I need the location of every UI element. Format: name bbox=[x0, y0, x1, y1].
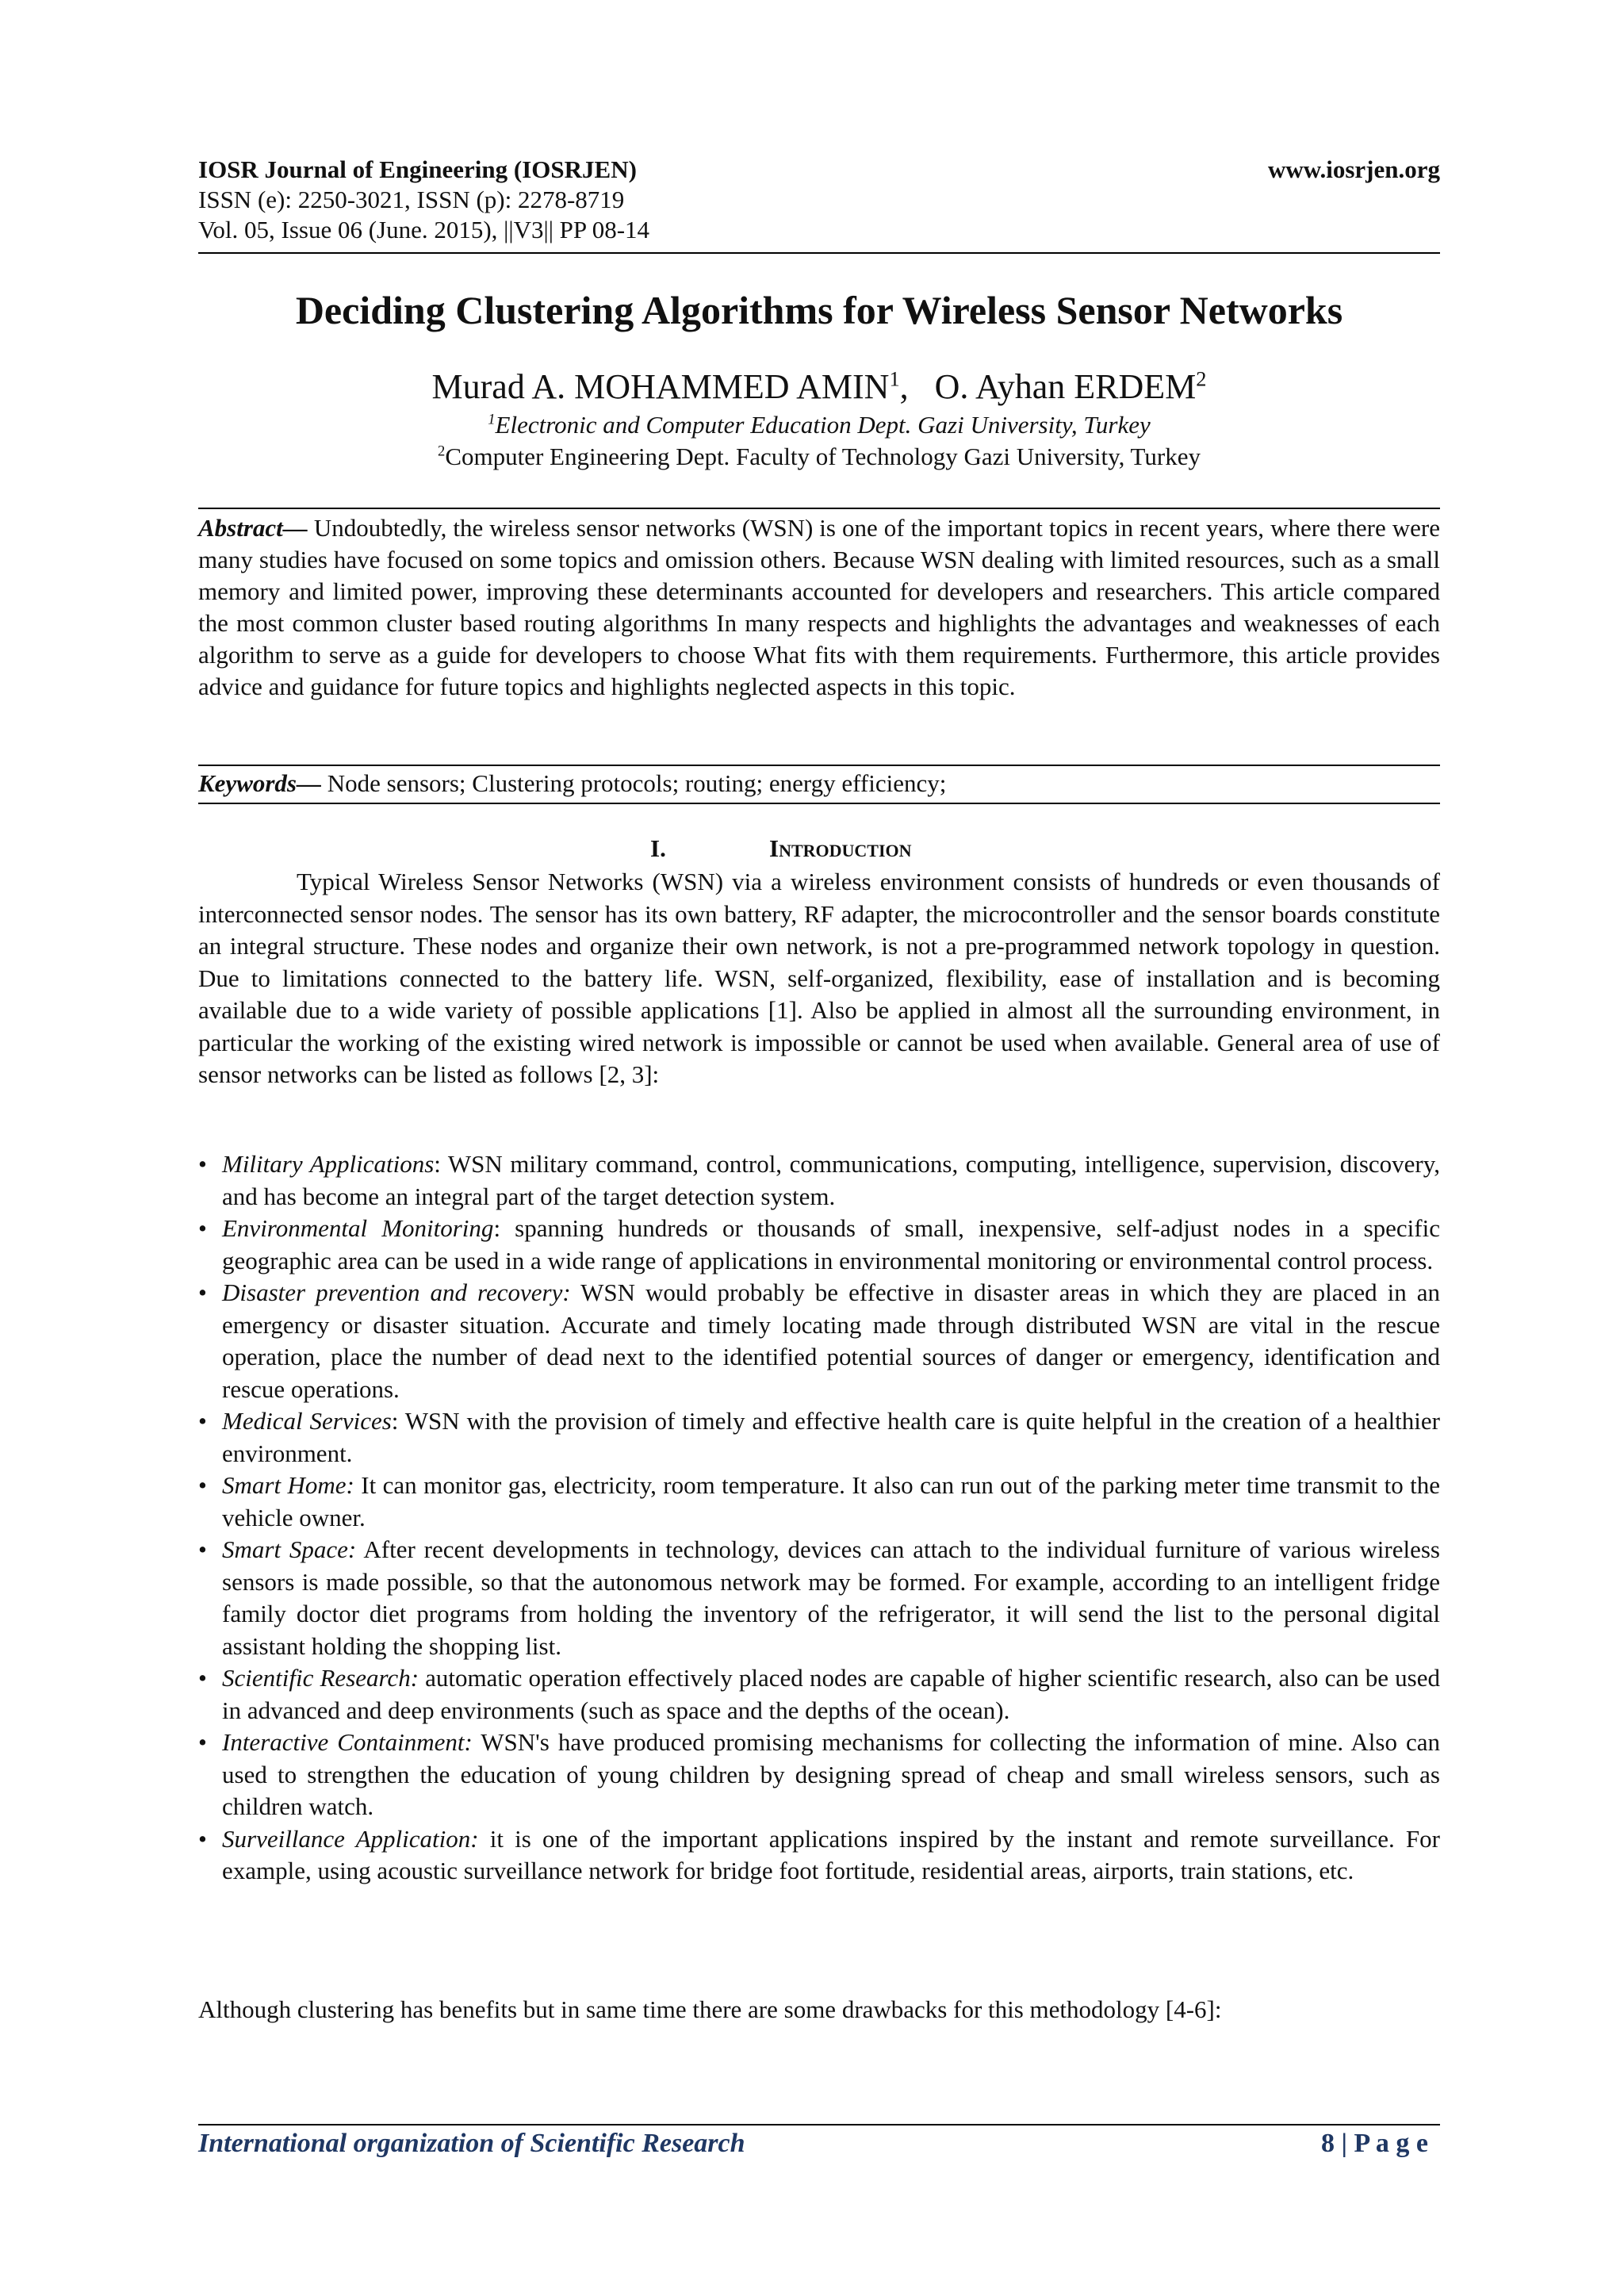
affiliation-1-sup: 1 bbox=[488, 411, 496, 428]
list-item-text: it is one of the important applications inspired by the instant and remote surveillance. For example, using acoustic surveillance network for bridge foot fortitude, residential areas, airports, train stations, etc. bbox=[222, 1824, 1440, 1884]
list-item-text: WSN's have produced promising mechanisms for collecting the information of mine. Also can used to strengthen the education of young children by designing spread of cheap and small wireless sensors, such as children watch. bbox=[222, 1728, 1440, 1820]
abstract-top-rule bbox=[198, 508, 1440, 509]
list-item bbox=[198, 1277, 1440, 1405]
list-item-term: Smart Home: bbox=[222, 1471, 354, 1499]
author-1-sup: 1 bbox=[889, 366, 900, 391]
list-item bbox=[198, 1662, 1440, 1727]
bullet-icon: • bbox=[198, 1214, 207, 1242]
keywords-text: Node sensors; Clustering protocols; routing; energy efficiency; bbox=[327, 769, 947, 797]
keywords-block bbox=[198, 768, 1440, 799]
list-item-term: Medical Services bbox=[222, 1407, 392, 1435]
list-item-term: Scientific Research: bbox=[222, 1664, 419, 1692]
list-item-text: WSN would probably be effective in disaster areas in which they are placed in an emergency or disaster situation. Accurate and timely locating made through distributed WSN are vital in the rescue operation, place the number of dead next to the identified potential sources of danger or emergency, identification and rescue operations. bbox=[222, 1278, 1440, 1403]
paper-title: Deciding Clustering Algorithms for Wireless Sensor Networks bbox=[295, 288, 1343, 332]
bullet-icon: • bbox=[198, 1407, 207, 1435]
list-item-term: Smart Space: bbox=[222, 1535, 357, 1563]
list-item-text: WSN military command, control, communications, computing, intelligence, supervision, discovery, and has become an integral part of the target detection system. bbox=[222, 1150, 1440, 1210]
bullet-icon: • bbox=[198, 1664, 207, 1692]
section-number: I. bbox=[650, 834, 666, 862]
affiliation-1 bbox=[198, 411, 1440, 439]
keywords-label: Keywords— bbox=[198, 769, 321, 797]
footer-divider bbox=[198, 2124, 1440, 2125]
bullet-icon: • bbox=[198, 1824, 207, 1853]
list-item-sep: : bbox=[391, 1407, 399, 1435]
list-item bbox=[198, 1727, 1440, 1823]
list-item bbox=[198, 1213, 1440, 1277]
list-item-text: automatic operation effectively placed nodes are capable of higher scientific research, also can be used in advanced and deep environments (such as space and the depths of the ocean). bbox=[222, 1664, 1440, 1724]
author-2-sup: 2 bbox=[1196, 366, 1207, 391]
affiliation-2-sup: 2 bbox=[438, 443, 446, 460]
journal-website[interactable]: www.iosrjen.org bbox=[1268, 155, 1440, 183]
affiliation-2-text: Computer Engineering Dept. Faculty of Technology Gazi University, Turkey bbox=[445, 443, 1201, 470]
author-1: Murad A. MOHAMMED AMIN bbox=[431, 367, 890, 406]
bullet-icon: • bbox=[198, 1150, 207, 1178]
list-item-sep: : bbox=[434, 1150, 441, 1178]
list-item-term: Disaster prevention and recovery: bbox=[222, 1278, 571, 1306]
list-item bbox=[198, 1534, 1440, 1662]
bullet-icon: • bbox=[198, 1535, 207, 1563]
intro-section bbox=[198, 866, 1440, 1091]
list-item bbox=[198, 1823, 1440, 1888]
section-name: Introduction bbox=[769, 834, 912, 862]
footer-organization: International organization of Scientific Research bbox=[198, 2129, 745, 2158]
list-item-text: After recent developments in technology, devices can attach to the individual furniture of various wireless sensors is made possible, so that the autonomous network may be formed. For example, according to an intelligent fridge family doctor diet programs from holding the inventory of the refrigerator, it will send the list to the personal digital assistant holding the shopping list. bbox=[222, 1535, 1440, 1660]
keywords-bottom-rule bbox=[198, 803, 1440, 804]
list-item-term: Surveillance Application: bbox=[222, 1824, 479, 1853]
affiliation-2 bbox=[198, 443, 1440, 471]
list-item bbox=[198, 1470, 1440, 1534]
page-footer bbox=[198, 2129, 1440, 2159]
journal-volume: Vol. 05, Issue 06 (June. 2015), ||V3|| PP 08-14 bbox=[198, 216, 650, 243]
affiliation-1-text: Electronic and Computer Education Dept. Gazi University, Turkey bbox=[495, 411, 1151, 439]
abstract-block bbox=[198, 512, 1440, 703]
list-item-sep: : bbox=[493, 1214, 501, 1242]
intro-paragraph: Typical Wireless Sensor Networks (WSN) via a wireless environment consists of hundreds or even thousands of interconnected sensor nodes. The sensor has its own battery, RF adapter, the microcontroller and the sensor boards constitute an integral structure. These nodes and organize their own network, is not a pre-programmed network topology in question. Due to limitations connected to the battery life. WSN, self-organized, flexibility, ease of installation and is becoming available due to a wide variety of possible applications [1]. Also be applied in almost all the surrounding environment, in particular the working of the existing wired network is impossible or cannot be used when available. General area of use of sensor networks can be listed as follows [2, 3]: bbox=[198, 868, 1440, 1088]
list-item-text: spanning hundreds or thousands of small, inexpensive, self-adjust nodes in a specific geographic area can be used in a wide range of applications in environmental monitoring or environmental control process. bbox=[222, 1214, 1440, 1274]
list-item-text: It can monitor gas, electricity, room temperature. It also can run out of the parking meter time transmit to the vehicle owner. bbox=[222, 1471, 1440, 1531]
page-number: 8 | P a g e bbox=[1321, 2129, 1428, 2158]
list-item-term: Military Applications bbox=[222, 1150, 435, 1178]
header-divider bbox=[198, 252, 1440, 254]
journal-name: IOSR Journal of Engineering (IOSRJEN) bbox=[198, 155, 637, 183]
list-item-text: WSN with the provision of timely and effective health care is quite helpful in the creation of a healthier environment. bbox=[222, 1407, 1440, 1467]
journal-issn: ISSN (e): 2250-3021, ISSN (p): 2278-8719 bbox=[198, 186, 625, 213]
bullet-icon: • bbox=[198, 1471, 207, 1499]
bullet-icon: • bbox=[198, 1278, 207, 1306]
abstract-text: Undoubtedly, the wireless sensor networks (WSN) is one of the important topics in recent years, where there were many studies have focused on some topics and omission others. Because WSN dealing with limited resources, such as a small memory and limited power, improving these determinants accounted for developers and researchers. This article compared the most common cluster based routing algorithms In many respects and highlights the advantages and weaknesses of each algorithm to serve as a guide for developers to choose What fits with them requirements. Furthermore, this article provides advice and guidance for future topics and highlights neglected aspects in this topic. bbox=[198, 514, 1440, 700]
author-2: O. Ayhan ERDEM bbox=[934, 367, 1197, 406]
author-separator: , bbox=[899, 367, 909, 406]
list-item bbox=[198, 1405, 1440, 1470]
application-list bbox=[198, 1148, 1440, 1888]
list-item-term: Interactive Containment: bbox=[222, 1728, 473, 1756]
abstract-label: Abstract— bbox=[198, 514, 308, 542]
journal-header bbox=[198, 155, 1440, 245]
bullet-icon: • bbox=[198, 1728, 207, 1756]
author-line bbox=[198, 366, 1440, 407]
closing-sentence: Although clustering has benefits but in same time there are some drawbacks for this methodology [4-6]: bbox=[198, 1995, 1222, 2023]
keywords-top-rule bbox=[198, 765, 1440, 766]
list-item-term: Environmental Monitoring bbox=[222, 1214, 494, 1242]
list-item bbox=[198, 1148, 1440, 1213]
